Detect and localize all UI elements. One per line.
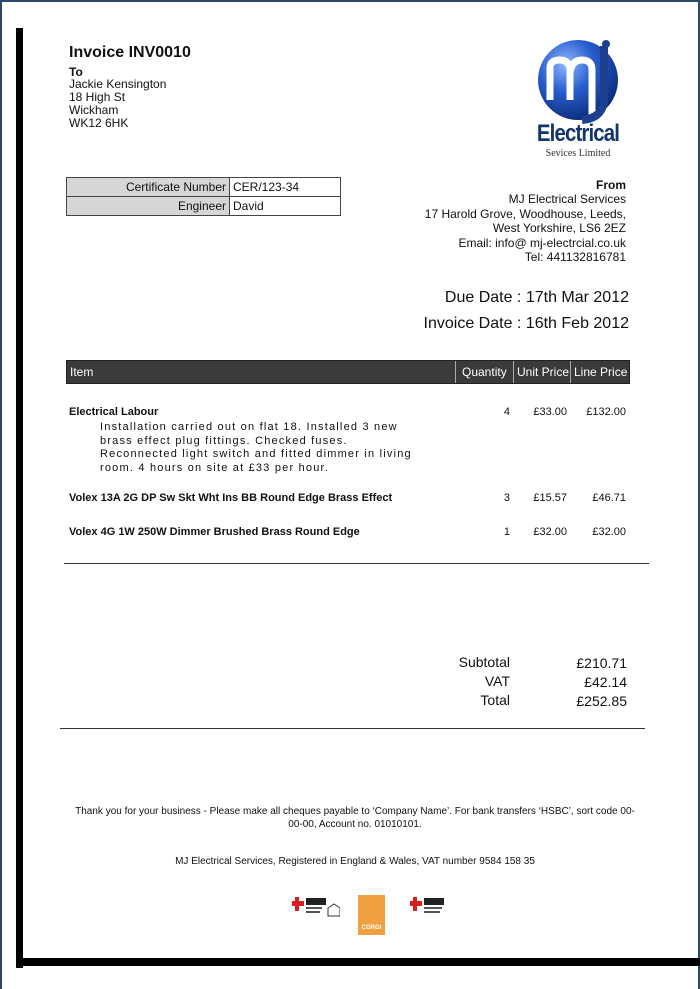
item-line-price: £32.00 [592, 526, 626, 538]
header-line-price: Line Price [574, 365, 628, 379]
item-unit-price: £32.00 [533, 526, 567, 538]
description-line: room. 4 hours on site at £33 per hour. [100, 461, 330, 474]
engineer-label: Engineer [67, 197, 230, 216]
recipient-name: Jackie Kensington [69, 77, 167, 91]
header-divider [513, 361, 514, 383]
header-unit-price: Unit Price [517, 365, 570, 379]
from-label: From [596, 178, 626, 192]
invoice-title: Invoice INV0010 [69, 44, 191, 61]
niceic-approved-badge-icon [410, 894, 450, 920]
item-description [100, 421, 445, 475]
payment-note: Thank you for your business - Please make all cheques payable to ‘Company Name’. For bank transfers ‘HSBC’, sort code 00-00-00, Account no. 01010101. [75, 806, 635, 830]
header-item: Item [70, 365, 94, 379]
recipient-address [69, 78, 166, 130]
sender-county: West Yorkshire, LS6 2EZ [492, 221, 626, 236]
vat-value: £42.14 [584, 674, 627, 690]
item-quantity: 1 [503, 526, 510, 538]
certificate-number-value: CER/123-34 [230, 178, 341, 197]
item-quantity: 4 [503, 406, 510, 418]
header-quantity: Quantity [462, 365, 507, 379]
item-quantity: 3 [503, 492, 510, 504]
item-title: Volex 4G 1W 250W Dimmer Brushed Brass Round Edge [69, 526, 360, 538]
item-line-price: £132.00 [586, 406, 626, 418]
to-label: To [69, 65, 83, 79]
logo-name: Electrical [536, 120, 620, 147]
subtotal-value: £210.71 [576, 655, 627, 671]
header-divider [570, 361, 571, 383]
total-label: Total [480, 692, 510, 708]
table-row [67, 178, 341, 197]
registration-note: MJ Electrical Services, Registered in England & Wales, VAT number 9584 158 35 [175, 856, 535, 867]
invoice-date: Invoice Date : 16th Feb 2012 [423, 315, 629, 332]
sender-address [425, 178, 626, 264]
divider [60, 728, 645, 729]
vat-label: VAT [484, 673, 510, 689]
description-line: Reconnected light switch and fitted dimmer in living [100, 448, 412, 460]
description-line: Installation carried out on flat 18. Installed 3 new [100, 421, 398, 433]
certificate-table [66, 177, 341, 216]
sender-email: Email: info@ mj-electrcial.co.uk [458, 235, 626, 250]
sender-company: MJ Electrical Services [508, 192, 626, 207]
item-title: Volex 13A 2G DP Sw Skt Wht Ins BB Round Edge Brass Effect [69, 492, 393, 504]
niceic-badge-icon [292, 894, 340, 920]
page-shadow-left [16, 28, 23, 968]
item-line-price: £46.71 [592, 492, 626, 504]
corgi-label: CORGI [361, 925, 382, 931]
certificate-number-label: Certificate Number [67, 178, 230, 197]
item-unit-price: £33.00 [533, 406, 567, 418]
frame-top [0, 0, 700, 2]
recipient-postcode: WK12 6HK [69, 116, 129, 130]
recipient-street: 18 High St [69, 90, 126, 104]
description-line: brass effect plug fittings. Checked fuses. [100, 434, 348, 447]
due-date: Due Date : 17th Mar 2012 [444, 289, 629, 306]
table-row [67, 197, 341, 216]
item-title: Electrical Labour [69, 406, 159, 418]
item-unit-price: £15.57 [533, 492, 567, 504]
recipient-town: Wickham [69, 103, 119, 117]
logo-subtitle: Sevices Limited [545, 148, 611, 159]
page-shadow-bottom [16, 958, 700, 966]
frame-left [0, 0, 2, 989]
sender-street: 17 Harold Grove, Woodhouse, Leeds, [424, 206, 626, 221]
header-divider [455, 361, 456, 383]
items-table-header [66, 360, 630, 384]
subtotal-label: Subtotal [458, 654, 510, 670]
sender-phone: Tel: 441132816781 [524, 250, 626, 265]
engineer-value: David [230, 197, 341, 216]
total-value: £252.85 [576, 693, 627, 709]
divider [64, 563, 649, 564]
